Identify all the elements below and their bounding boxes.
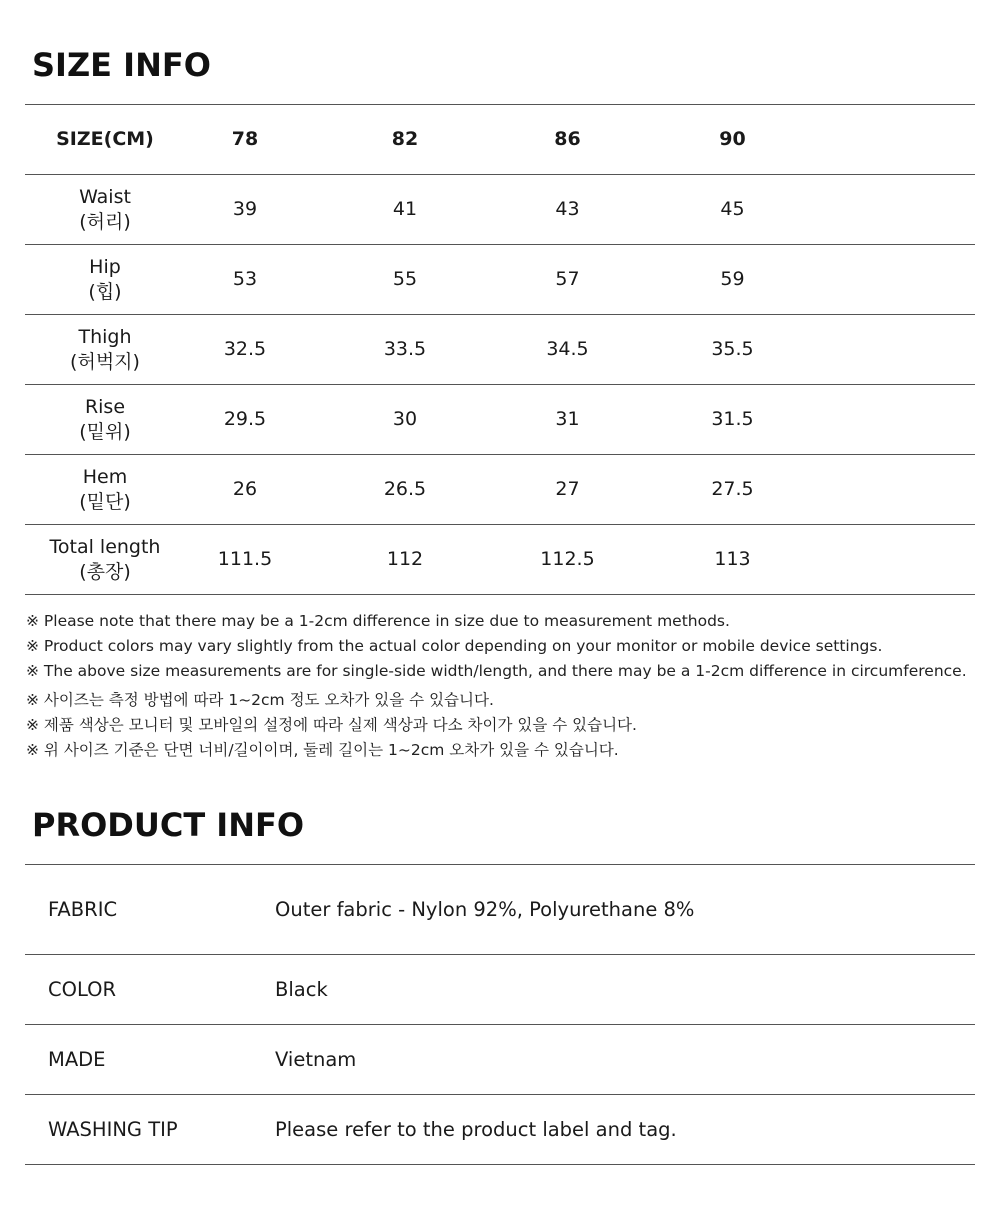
- note-en: ※ Product colors may vary slightly from the actual color depending on your monitor or mobile device settings.: [26, 637, 883, 655]
- size-cell: 31.5: [711, 408, 754, 430]
- row-label-en: Total length: [49, 535, 161, 558]
- size-cell: 59: [720, 268, 745, 290]
- note-en: ※ The above size measurements are for single-side width/length, and there may be a 1-2cm difference in circumference.: [26, 662, 967, 680]
- size-cell: 43: [555, 198, 580, 220]
- size-cell: 29.5: [223, 408, 267, 430]
- info-row-made: [25, 1025, 975, 1095]
- size-cell: 27: [555, 478, 580, 500]
- product-info-title: PRODUCT INFO: [32, 806, 305, 844]
- size-header-label: SIZE(CM): [56, 128, 154, 150]
- size-cell: 55: [392, 268, 418, 290]
- row-label-ko: (밑위): [79, 420, 131, 443]
- size-header-82: 82: [391, 128, 419, 150]
- row-label-en: Hip: [89, 255, 121, 278]
- size-cell: 31: [555, 408, 580, 430]
- info-row-washing-tip: [25, 1095, 975, 1165]
- size-cell: 112.5: [540, 548, 595, 570]
- note-ko: ※ 위 사이즈 기준은 단면 너비/길이이며, 둘레 길이는 1~2cm 오차가 있을 수 있습니다.: [26, 741, 619, 759]
- size-row-hem: [25, 455, 975, 525]
- row-label-ko: (밑단): [79, 490, 131, 513]
- row-label-ko: (허벅지): [70, 350, 140, 373]
- row-label-en: Waist: [79, 185, 131, 208]
- size-cell: 33.5: [383, 338, 427, 360]
- size-header-86: 86: [554, 128, 581, 150]
- row-label: [25, 315, 185, 385]
- size-row-waist: [25, 175, 975, 245]
- size-info-title: SIZE INFO: [32, 46, 211, 84]
- note-ko: ※ 사이즈는 측정 방법에 따라 1~2cm 정도 오차가 있을 수 있습니다.: [26, 691, 494, 709]
- row-label: [25, 175, 185, 245]
- row-label-en: Thigh: [78, 325, 132, 348]
- note-en: ※ Please note that there may be a 1-2cm difference in size due to measurement methods.: [26, 612, 730, 630]
- size-cell: 27.5: [711, 478, 754, 500]
- size-cell: 45: [720, 198, 745, 220]
- info-key: MADE: [48, 1048, 106, 1071]
- note-ko: ※ 제품 색상은 모니터 및 모바일의 설정에 따라 실제 색상과 다소 차이가 있을 수 있습니다.: [26, 716, 637, 734]
- info-key: COLOR: [48, 978, 117, 1001]
- row-label: [25, 385, 185, 455]
- size-cell: 35.5: [711, 338, 754, 360]
- row-label: [25, 525, 185, 595]
- info-row-color: [25, 955, 975, 1025]
- size-cell: 111.5: [217, 548, 273, 570]
- size-row-thigh: [25, 315, 975, 385]
- size-table: [25, 104, 975, 595]
- size-cell: 26.5: [383, 478, 427, 500]
- size-cell: 53: [232, 268, 258, 290]
- info-key: FABRIC: [48, 898, 118, 921]
- size-row-hip: [25, 245, 975, 315]
- info-row-fabric: [25, 865, 975, 955]
- row-label-ko: (총장): [79, 560, 131, 583]
- size-header-78: 78: [231, 128, 259, 150]
- size-cell: 32.5: [223, 338, 267, 360]
- size-row-total-length: [25, 525, 975, 595]
- product-info-table: [25, 864, 975, 1165]
- row-label: [25, 455, 185, 525]
- size-cell: 26: [232, 478, 258, 500]
- row-label-en: Hem: [82, 465, 128, 488]
- info-value: Please refer to the product label and tag.: [275, 1118, 677, 1141]
- info-value: Outer fabric - Nylon 92%, Polyurethane 8%: [275, 898, 695, 921]
- row-label: [25, 245, 185, 315]
- size-cell: 39: [232, 198, 258, 220]
- size-cell: 113: [714, 548, 751, 570]
- size-table-header: [25, 105, 975, 175]
- size-cell: 112: [386, 548, 424, 570]
- size-cell: 57: [555, 268, 580, 290]
- info-value: Black: [275, 978, 328, 1001]
- size-header-90: 90: [719, 128, 746, 150]
- size-cell: 30: [392, 408, 418, 430]
- size-cell: 34.5: [546, 338, 589, 360]
- info-key: WASHING TIP: [48, 1118, 178, 1141]
- info-value: Vietnam: [275, 1048, 357, 1071]
- size-row-rise: [25, 385, 975, 455]
- size-notes: [26, 609, 986, 763]
- row-label-ko: (힙): [88, 280, 122, 303]
- row-label-ko: (허리): [79, 210, 131, 233]
- size-cell: 41: [392, 198, 418, 220]
- row-label-en: Rise: [84, 395, 126, 418]
